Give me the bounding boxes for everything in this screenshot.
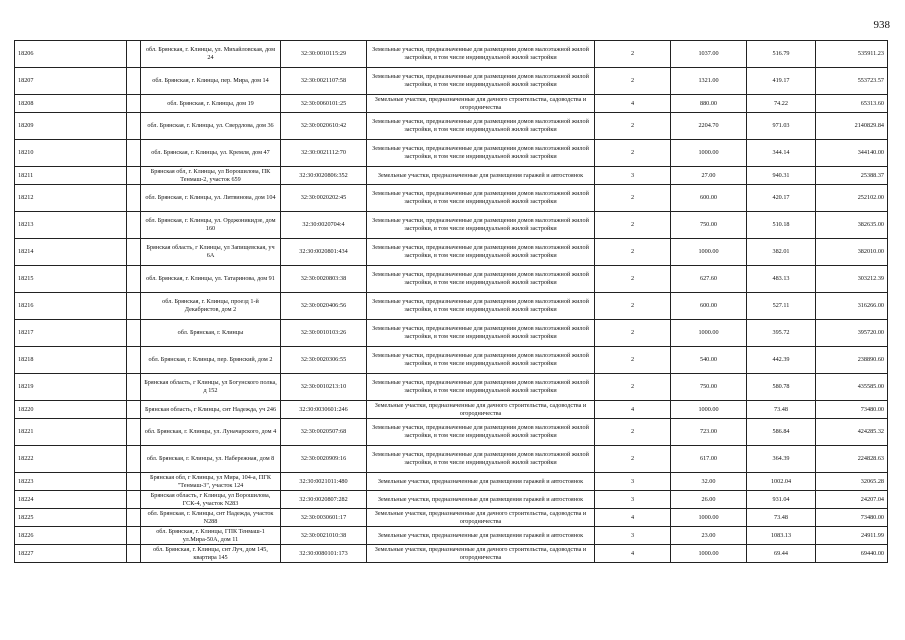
cadastral-value-cell: 553723.57 <box>816 68 888 95</box>
cadastral-number-cell: 32:30:0010115:29 <box>281 41 367 68</box>
cadastral-value-cell: 424285.32 <box>816 419 888 446</box>
cadastral-value-cell: 535911.23 <box>816 41 888 68</box>
cell-spacer <box>127 347 141 374</box>
land-use-cell: Земельные участки, предназначенные для дачного строительства, садоводства и огородничества <box>367 401 595 419</box>
row-number: 18222 <box>15 446 127 473</box>
cadastral-value-cell: 252102.00 <box>816 185 888 212</box>
cadastral-number-cell: 32:30:0080101:173 <box>281 545 367 563</box>
area-cell: 1321.00 <box>671 68 747 95</box>
group-cell: 2 <box>595 113 671 140</box>
cadastral-number-cell: 32:30:0010103:26 <box>281 320 367 347</box>
cadastral-number-cell: 32:30:0021107:58 <box>281 68 367 95</box>
address-cell: обл. Брянская, г. Клинцы, ул. Луначарского, дом 4 <box>141 419 281 446</box>
area-cell: 617.00 <box>671 446 747 473</box>
row-number: 18225 <box>15 509 127 527</box>
row-number: 18226 <box>15 527 127 545</box>
land-use-cell: Земельные участки, предназначенные для дачного строительства, садоводства и огородничества <box>367 95 595 113</box>
cadastral-value-cell: 24911.99 <box>816 527 888 545</box>
row-number: 18210 <box>15 140 127 167</box>
land-use-cell: Земельные участки, предназначенные для размещения домов малоэтажной жилой застройки, в том числе индивидуальной жилой застройки <box>367 419 595 446</box>
cadastral-number-cell: 32:30:0020704:4 <box>281 212 367 239</box>
cadastral-value-cell: 32065.28 <box>816 473 888 491</box>
land-use-cell: Земельные участки, предназначенные для размещения домов малоэтажной жилой застройки, в том числе индивидуальной жилой застройки <box>367 446 595 473</box>
specific-value-cell: 420.17 <box>747 185 816 212</box>
row-number: 18215 <box>15 266 127 293</box>
area-cell: 32.00 <box>671 473 747 491</box>
table-row <box>15 68 888 95</box>
specific-value-cell: 382.01 <box>747 239 816 266</box>
specific-value-cell: 971.03 <box>747 113 816 140</box>
land-use-cell: Земельные участки, предназначенные для размещения гаражей и автостоянок <box>367 167 595 185</box>
group-cell: 2 <box>595 419 671 446</box>
specific-value-cell: 483.13 <box>747 266 816 293</box>
land-use-cell: Земельные участки, предназначенные для размещения домов малоэтажной жилой застройки, в том числе индивидуальной жилой застройки <box>367 374 595 401</box>
address-cell: обл. Брянская, г. Клинцы, ул. Орджоникидзе, дом 160 <box>141 212 281 239</box>
area-cell: 750.00 <box>671 374 747 401</box>
land-use-cell: Земельные участки, предназначенные для размещения домов малоэтажной жилой застройки, в том числе индивидуальной жилой застройки <box>367 113 595 140</box>
row-number: 18227 <box>15 545 127 563</box>
cell-spacer <box>127 374 141 401</box>
specific-value-cell: 516.79 <box>747 41 816 68</box>
specific-value-cell: 1002.04 <box>747 473 816 491</box>
address-cell: обл. Брянская, г. Клинцы, ул. Михайловская, дом 24 <box>141 41 281 68</box>
specific-value-cell: 940.31 <box>747 167 816 185</box>
area-cell: 1037.00 <box>671 41 747 68</box>
table-row <box>15 419 888 446</box>
specific-value-cell: 1083.13 <box>747 527 816 545</box>
land-use-cell: Земельные участки, предназначенные для размещения домов малоэтажной жилой застройки, в том числе индивидуальной жилой застройки <box>367 41 595 68</box>
cell-spacer <box>127 446 141 473</box>
address-cell: обл. Брянская, г. Клинцы, ул. Кремля, дом 47 <box>141 140 281 167</box>
cadastral-number-cell: 32:30:0030601:246 <box>281 401 367 419</box>
cell-spacer <box>127 113 141 140</box>
area-cell: 1000.00 <box>671 140 747 167</box>
cell-spacer <box>127 419 141 446</box>
cadastral-value-cell: 435585.00 <box>816 374 888 401</box>
row-number: 18223 <box>15 473 127 491</box>
cadastral-value-cell: 25388.37 <box>816 167 888 185</box>
specific-value-cell: 586.84 <box>747 419 816 446</box>
group-cell: 4 <box>595 545 671 563</box>
address-cell: обл. Брянская, г. Клинцы, ул. Свердлова, дом 36 <box>141 113 281 140</box>
land-use-cell: Земельные участки, предназначенные для размещения домов малоэтажной жилой застройки, в том числе индивидуальной жилой застройки <box>367 140 595 167</box>
land-use-cell: Земельные участки, предназначенные для размещения гаражей и автостоянок <box>367 527 595 545</box>
area-cell: 1000.00 <box>671 401 747 419</box>
cadastral-value-cell: 2140829.84 <box>816 113 888 140</box>
address-cell: обл. Брянская, г. Клинцы, проезд 1-й Декабристов, дом 2 <box>141 293 281 320</box>
cadastral-number-cell: 32:30:0010213:10 <box>281 374 367 401</box>
cell-spacer <box>127 401 141 419</box>
address-cell: Брянская обл, г Клинцы, ул Мира, 104-а, ПГК "Тенмаш-3", участок 124 <box>141 473 281 491</box>
specific-value-cell: 395.72 <box>747 320 816 347</box>
specific-value-cell: 73.48 <box>747 401 816 419</box>
address-cell: обл. Брянская, г. Клинцы, снт Луч, дом 145, квартира 145 <box>141 545 281 563</box>
area-cell: 1000.00 <box>671 320 747 347</box>
table-row <box>15 167 888 185</box>
cell-spacer <box>127 239 141 266</box>
address-cell: Брянская область, г Клинцы, снт Надежда, уч 246 <box>141 401 281 419</box>
specific-value-cell: 419.17 <box>747 68 816 95</box>
area-cell: 26.00 <box>671 491 747 509</box>
area-cell: 723.00 <box>671 419 747 446</box>
cadastral-number-cell: 32:30:0020610:42 <box>281 113 367 140</box>
cadastral-number-cell: 32:30:0020507:68 <box>281 419 367 446</box>
area-cell: 27.00 <box>671 167 747 185</box>
address-cell: обл. Брянская, г. Клинцы, пер. Мира, дом 14 <box>141 68 281 95</box>
cadastral-value-cell: 73480.00 <box>816 509 888 527</box>
page-number: 938 <box>873 19 890 31</box>
specific-value-cell: 73.48 <box>747 509 816 527</box>
cadastral-number-cell: 32:30:0020406:56 <box>281 293 367 320</box>
row-number: 18209 <box>15 113 127 140</box>
cell-spacer <box>127 140 141 167</box>
table-row <box>15 374 888 401</box>
area-cell: 1000.00 <box>671 545 747 563</box>
cadastral-value-cell: 382010.00 <box>816 239 888 266</box>
land-use-cell: Земельные участки, предназначенные для размещения домов малоэтажной жилой застройки, в том числе индивидуальной жилой застройки <box>367 239 595 266</box>
cadastral-number-cell: 32:30:0020801:434 <box>281 239 367 266</box>
table-row <box>15 212 888 239</box>
cadastral-value-cell: 395720.00 <box>816 320 888 347</box>
table-row <box>15 266 888 293</box>
specific-value-cell: 931.04 <box>747 491 816 509</box>
row-number: 18224 <box>15 491 127 509</box>
land-use-cell: Земельные участки, предназначенные для размещения домов малоэтажной жилой застройки, в том числе индивидуальной жилой застройки <box>367 212 595 239</box>
group-cell: 2 <box>595 212 671 239</box>
area-cell: 750.00 <box>671 212 747 239</box>
specific-value-cell: 527.11 <box>747 293 816 320</box>
cell-spacer <box>127 320 141 347</box>
specific-value-cell: 442.39 <box>747 347 816 374</box>
address-cell: обл. Брянская, г. Клинцы, пер. Брянский, дом 2 <box>141 347 281 374</box>
address-cell: Брянская область, г Клинцы, ул Ворошилова, ГСК-4, участок N283 <box>141 491 281 509</box>
row-number: 18218 <box>15 347 127 374</box>
group-cell: 2 <box>595 41 671 68</box>
land-use-cell: Земельные участки, предназначенные для размещения гаражей и автостоянок <box>367 491 595 509</box>
area-cell: 23.00 <box>671 527 747 545</box>
cell-spacer <box>127 293 141 320</box>
land-use-cell: Земельные участки, предназначенные для размещения домов малоэтажной жилой застройки, в том числе индивидуальной жилой застройки <box>367 320 595 347</box>
land-use-cell: Земельные участки, предназначенные для дачного строительства, садоводства и огородничества <box>367 509 595 527</box>
address-cell: обл. Брянская, г. Клинцы, дом 19 <box>141 95 281 113</box>
address-cell: Брянская область, г Клинцы, ул Богунского полка, д 152 <box>141 374 281 401</box>
group-cell: 3 <box>595 167 671 185</box>
cadastral-value-cell: 73480.00 <box>816 401 888 419</box>
address-cell: обл. Брянская, г. Клинцы, ул. Набережная, дом 8 <box>141 446 281 473</box>
specific-value-cell: 74.22 <box>747 95 816 113</box>
cell-spacer <box>127 527 141 545</box>
area-cell: 2204.70 <box>671 113 747 140</box>
table-row <box>15 293 888 320</box>
specific-value-cell: 510.18 <box>747 212 816 239</box>
registry-sheet <box>14 40 887 563</box>
land-use-cell: Земельные участки, предназначенные для дачного строительства, садоводства и огородничества <box>367 545 595 563</box>
area-cell: 540.00 <box>671 347 747 374</box>
address-cell: обл. Брянская, г. Клинцы, ул. Татаринова, дом 91 <box>141 266 281 293</box>
table-row <box>15 446 888 473</box>
group-cell: 4 <box>595 509 671 527</box>
table-row <box>15 320 888 347</box>
table-row <box>15 140 888 167</box>
row-number: 18220 <box>15 401 127 419</box>
group-cell: 3 <box>595 527 671 545</box>
area-cell: 880.00 <box>671 95 747 113</box>
table-row <box>15 239 888 266</box>
group-cell: 2 <box>595 293 671 320</box>
table-row <box>15 527 888 545</box>
specific-value-cell: 580.78 <box>747 374 816 401</box>
group-cell: 2 <box>595 140 671 167</box>
cadastral-number-cell: 32:30:0020909:16 <box>281 446 367 473</box>
cadastral-value-cell: 224828.63 <box>816 446 888 473</box>
address-cell: Брянская обл, г. Клинцы, ул Ворошилова, ПК Тенмаш-2, участок 659 <box>141 167 281 185</box>
land-use-cell: Земельные участки, предназначенные для размещения домов малоэтажной жилой застройки, в том числе индивидуальной жилой застройки <box>367 347 595 374</box>
row-number: 18214 <box>15 239 127 266</box>
cadastral-number-cell: 32:30:0021112:70 <box>281 140 367 167</box>
row-number: 18219 <box>15 374 127 401</box>
cell-spacer <box>127 473 141 491</box>
cell-spacer <box>127 95 141 113</box>
specific-value-cell: 344.14 <box>747 140 816 167</box>
row-number: 18211 <box>15 167 127 185</box>
row-number: 18207 <box>15 68 127 95</box>
address-cell: обл. Брянская, г. Клинцы, снт Надежда, участок N288 <box>141 509 281 527</box>
table-row <box>15 491 888 509</box>
cell-spacer <box>127 545 141 563</box>
cadastral-value-cell: 24207.04 <box>816 491 888 509</box>
cadastral-number-cell: 32:30:0020202:45 <box>281 185 367 212</box>
cadastral-value-cell: 316266.00 <box>816 293 888 320</box>
table-row <box>15 347 888 374</box>
row-number: 18208 <box>15 95 127 113</box>
land-use-cell: Земельные участки, предназначенные для размещения домов малоэтажной жилой застройки, в том числе индивидуальной жилой застройки <box>367 266 595 293</box>
cadastral-value-cell: 303212.39 <box>816 266 888 293</box>
cell-spacer <box>127 185 141 212</box>
land-use-cell: Земельные участки, предназначенные для размещения домов малоэтажной жилой застройки, в том числе индивидуальной жилой застройки <box>367 293 595 320</box>
table-row <box>15 509 888 527</box>
address-cell: Брянская область, г Клинцы, ул Запищевская, уч 6А <box>141 239 281 266</box>
row-number: 18206 <box>15 41 127 68</box>
address-cell: обл. Брянская, г. Клинцы <box>141 320 281 347</box>
cadastral-number-cell: 32:30:0030601:17 <box>281 509 367 527</box>
group-cell: 4 <box>595 401 671 419</box>
group-cell: 2 <box>595 320 671 347</box>
cell-spacer <box>127 167 141 185</box>
group-cell: 3 <box>595 473 671 491</box>
specific-value-cell: 364.39 <box>747 446 816 473</box>
cadastral-number-cell: 32:30:0021010:38 <box>281 527 367 545</box>
group-cell: 2 <box>595 347 671 374</box>
land-use-cell: Земельные участки, предназначенные для размещения домов малоэтажной жилой застройки, в том числе индивидуальной жилой застройки <box>367 185 595 212</box>
row-number: 18217 <box>15 320 127 347</box>
cell-spacer <box>127 41 141 68</box>
table-row <box>15 185 888 212</box>
cell-spacer <box>127 212 141 239</box>
land-use-cell: Земельные участки, предназначенные для размещения гаражей и автостоянок <box>367 473 595 491</box>
table-row <box>15 41 888 68</box>
cadastral-value-cell: 69440.00 <box>816 545 888 563</box>
table-row <box>15 473 888 491</box>
table-body <box>15 41 888 563</box>
cadastral-number-cell: 32:30:0060101:25 <box>281 95 367 113</box>
area-cell: 1000.00 <box>671 239 747 266</box>
group-cell: 2 <box>595 266 671 293</box>
group-cell: 2 <box>595 446 671 473</box>
cadastral-value-cell: 238890.60 <box>816 347 888 374</box>
table-row <box>15 95 888 113</box>
row-number: 18213 <box>15 212 127 239</box>
table-row <box>15 545 888 563</box>
cadastral-value-cell: 65313.60 <box>816 95 888 113</box>
cadastral-value-cell: 344140.00 <box>816 140 888 167</box>
cell-spacer <box>127 491 141 509</box>
group-cell: 2 <box>595 374 671 401</box>
cadastral-value-table <box>14 40 888 563</box>
area-cell: 600.00 <box>671 293 747 320</box>
cadastral-number-cell: 32:30:0020806:352 <box>281 167 367 185</box>
cell-spacer <box>127 266 141 293</box>
group-cell: 2 <box>595 185 671 212</box>
cadastral-number-cell: 32:30:0020807:282 <box>281 491 367 509</box>
row-number: 18216 <box>15 293 127 320</box>
land-use-cell: Земельные участки, предназначенные для размещения домов малоэтажной жилой застройки, в том числе индивидуальной жилой застройки <box>367 68 595 95</box>
group-cell: 4 <box>595 95 671 113</box>
row-number: 18221 <box>15 419 127 446</box>
cell-spacer <box>127 509 141 527</box>
table-row <box>15 401 888 419</box>
cadastral-value-cell: 382635.00 <box>816 212 888 239</box>
cell-spacer <box>127 68 141 95</box>
address-cell: обл. Брянская, г. Клинцы, ул. Литвинова, дом 104 <box>141 185 281 212</box>
specific-value-cell: 69.44 <box>747 545 816 563</box>
address-cell: обл. Брянская, г. Клинцы, ГПК Тенмаш-1 ул.Мира-50А, дом 11 <box>141 527 281 545</box>
area-cell: 1000.00 <box>671 509 747 527</box>
group-cell: 2 <box>595 68 671 95</box>
area-cell: 600.00 <box>671 185 747 212</box>
row-number: 18212 <box>15 185 127 212</box>
table-row <box>15 113 888 140</box>
group-cell: 3 <box>595 491 671 509</box>
cadastral-number-cell: 32:30:0020306:55 <box>281 347 367 374</box>
cadastral-number-cell: 32:30:0021011:480 <box>281 473 367 491</box>
cadastral-number-cell: 32:30:0020803:38 <box>281 266 367 293</box>
area-cell: 627.60 <box>671 266 747 293</box>
group-cell: 2 <box>595 239 671 266</box>
